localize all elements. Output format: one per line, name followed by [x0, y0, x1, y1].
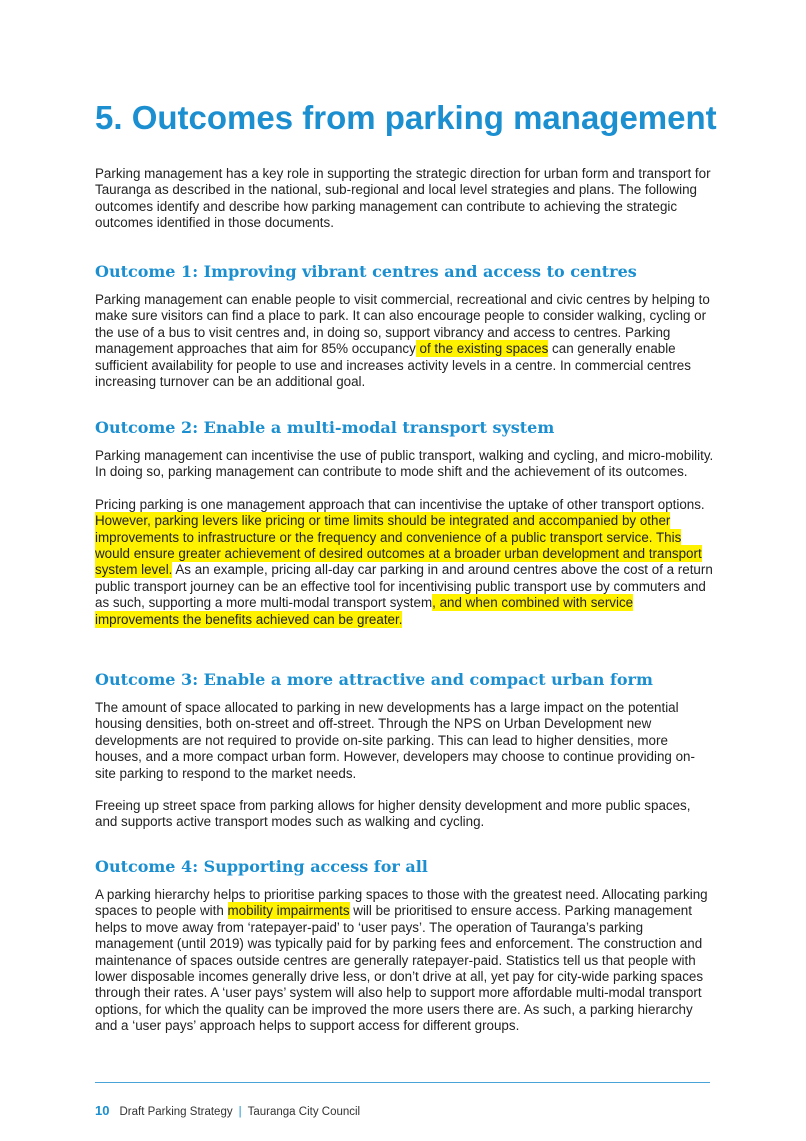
- outcome-1-paragraph: [95, 292, 715, 390]
- footer-organisation: Tauranga City Council: [247, 1106, 361, 1118]
- outcome-2-section: [95, 418, 715, 628]
- outcome-3-heading: Outcome 3: Enable a more attractive and compact urban form: [95, 670, 653, 689]
- outcome-3-paragraph-1: The amount of space allocated to parking in new developments has a large impact on the potential housing densities, both on-street and off-street. Through the NPS on Urban Development new developments are not required to provide on-site parking. This can lead to higher densities, more houses, and a more compact urban form. However, developers may choose to continue providing on-site parking to respond to the market needs.: [95, 700, 695, 781]
- footer-separator: |: [238, 1106, 242, 1118]
- outcome-3-paragraph-2: Freeing up street space from parking allows for higher density development and more public spaces, and supports active transport modes such as walking and cycling.: [95, 798, 691, 830]
- outcome-4-text-end: will be prioritised to ensure access. Parking management helps to move away from ‘ratepayer-paid’ to ‘user pays’. The operation of Tauranga’s parking management (until 2019) was typically paid for by parking fees and enforcement. The construction and maintenance of spaces outside centres are generally ratepayer-paid. Statistics tell us that people with lower disposable incomes generally drive less, or don’t drive at all, yet pay for city-wide parking spaces through their rates. A ‘user pays’ system will also help to support more affordable multi-modal transport options, for which the quality can be improved the more users there are. As such, a parking hierarchy and a ‘user pays’ approach helps to support access for different groups.: [95, 903, 704, 1034]
- page-title: 5. Outcomes from parking management: [95, 99, 717, 136]
- outcome-4-paragraph: [95, 887, 715, 1035]
- outcome-1-text-end: can generally enable sufficient availability for people to use and increases activity levels in a centre. In commercial centres increasing turnover can be an additional goal.: [95, 341, 691, 390]
- outcome-2-heading: Outcome 2: Enable a multi-modal transport system: [95, 418, 555, 437]
- outcome-1-highlight: of the existing spaces: [415, 341, 549, 357]
- intro-section: [95, 166, 715, 232]
- footer-divider: [95, 1082, 710, 1083]
- outcome-2-highlight-1: However, parking levers like pricing or time limits should be integrated and accompanied by other improvements to infrastructure or the frequency and convenience of a public transport service. This would ensure greater achievement of desired outcomes at a broader urban development and transport system level.: [95, 513, 702, 578]
- outcome-1-section: [95, 262, 715, 390]
- outcome-2-paragraph-1: Parking management can incentivise the use of public transport, walking and cycling, and micro-mobility. In doing so, parking management can contribute to mode shift and the achievement of its outcomes.: [95, 448, 714, 480]
- outcome-4-text: A parking hierarchy helps to prioritise parking spaces to those with the greatest need. Allocating parking spaces to people with: [95, 887, 708, 919]
- intro-paragraph: Parking management has a key role in supporting the strategic direction for urban form and transport for Tauranga as described in the national, sub-regional and local level strategies and plans. The following outcomes identify and describe how parking management can contribute to achieving the strategic outcomes identified in those documents.: [95, 166, 711, 231]
- outcome-2-highlight-2: , and when combined with service improvements the benefits achieved can be greater.: [95, 595, 634, 627]
- outcome-2-paragraph-2: [95, 497, 715, 628]
- footer-document-title: Draft Parking Strategy: [119, 1106, 233, 1118]
- page-footer: [95, 1103, 360, 1118]
- outcome-4-section: [95, 857, 715, 1035]
- outcome-2-text-mid: As an example, pricing all-day car parking in and around centres above the cost of a return public transport journey can be an effective tool for incentivising public transport use by commuters and as such, supporting a more multi-modal transport system: [95, 562, 713, 611]
- outcome-3-section: [95, 670, 715, 831]
- outcome-2-text: Pricing parking is one management approach that can incentivise the uptake of other transport options.: [95, 496, 705, 512]
- outcome-1-text: Parking management can enable people to visit commercial, recreational and civic centres by helping to make sure visitors can find a place to park. It can also encourage people to consider walking, cycling or the use of a bus to visit centres and, in doing so, support vibrancy and access to centres. Parking management approaches that aim for 85% occupancy: [95, 292, 710, 357]
- outcome-4-highlight: mobility impairments: [227, 903, 350, 919]
- outcome-1-heading: Outcome 1: Improving vibrant centres and access to centres: [95, 262, 637, 281]
- outcome-4-heading: Outcome 4: Supporting access for all: [95, 857, 428, 876]
- page-number: 10: [95, 1103, 110, 1118]
